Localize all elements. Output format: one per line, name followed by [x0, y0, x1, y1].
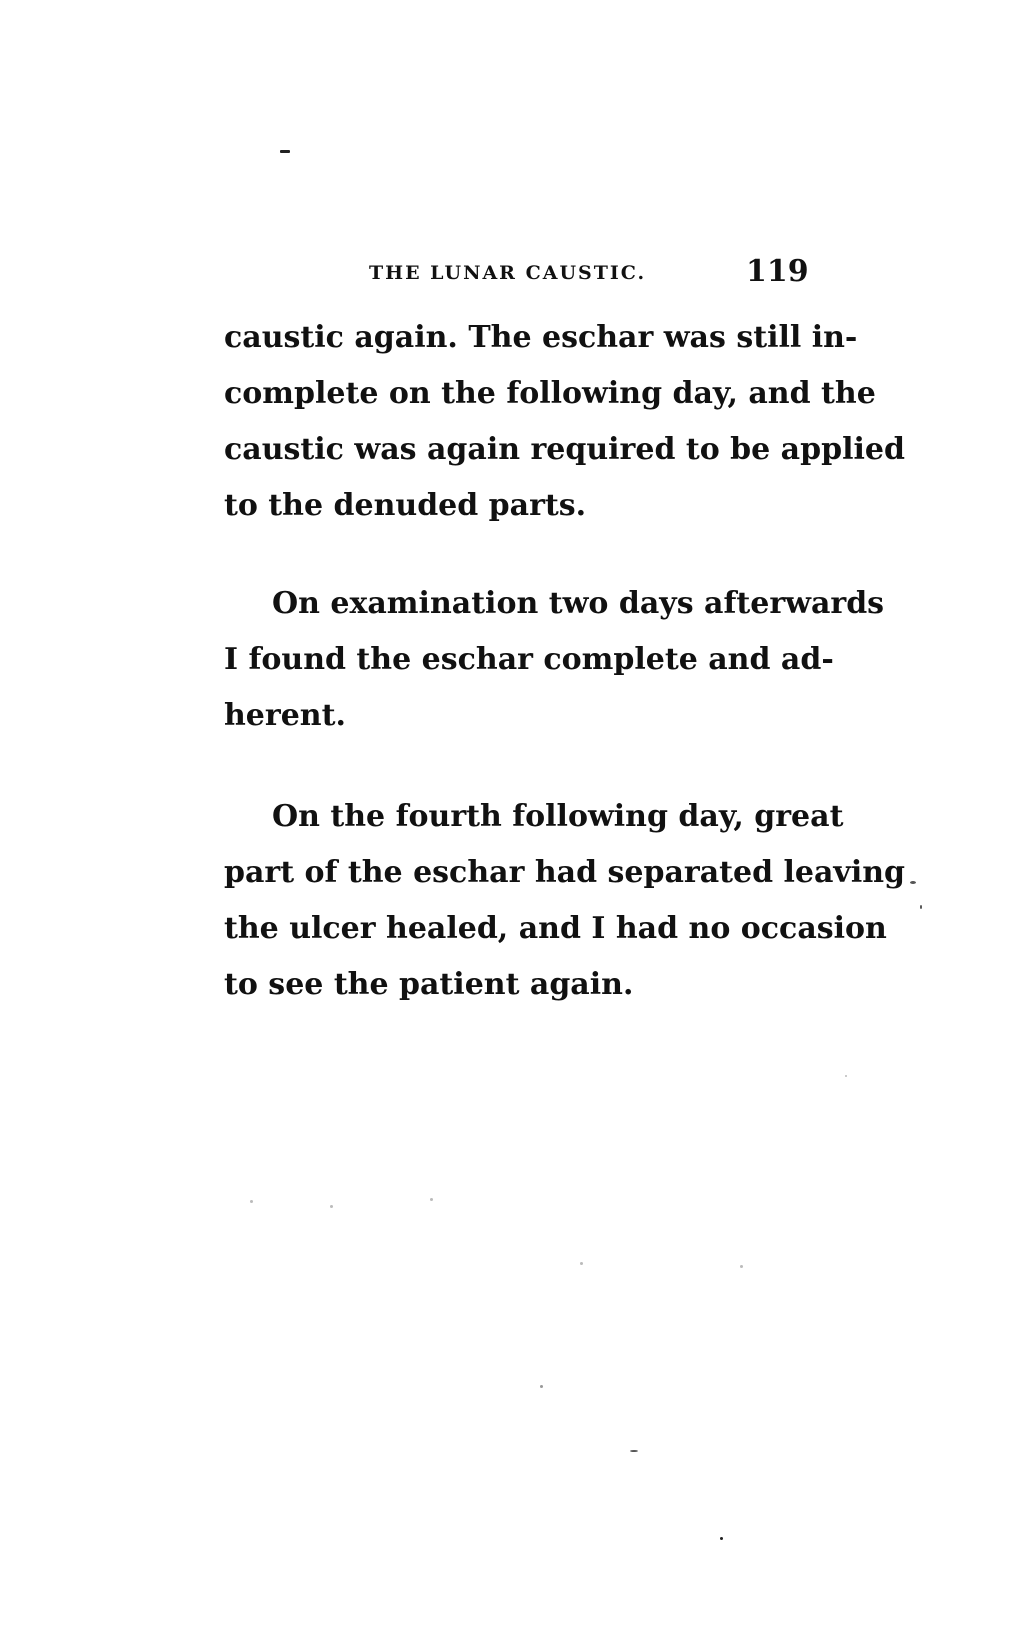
text-line: to the denuded parts.	[224, 488, 587, 523]
speck	[845, 1075, 847, 1077]
speck	[580, 1262, 583, 1265]
text-line: herent.	[224, 698, 346, 733]
text-line: to see the patient again.	[224, 967, 634, 1002]
text-line: On examination two days afterwards	[272, 586, 885, 621]
page-number: 119	[746, 254, 809, 289]
text-line: caustic again. The eschar was still in-	[224, 320, 858, 355]
text-line: caustic was again required to be applied	[224, 432, 905, 467]
text-line: On the fourth following day, great	[272, 799, 844, 834]
text-line: complete on the following day, and the	[224, 376, 876, 411]
speck	[720, 1537, 723, 1540]
paragraph-3	[224, 789, 906, 1013]
speck	[540, 1385, 543, 1388]
speck	[330, 1205, 333, 1208]
paragraph-2	[224, 576, 885, 744]
speck	[740, 1265, 743, 1268]
speck	[280, 150, 290, 153]
running-title: THE LUNAR CAUSTIC.	[369, 262, 647, 284]
text-line: I found the eschar complete and ad-	[224, 642, 834, 677]
speck	[910, 881, 916, 884]
paragraph-1	[224, 310, 905, 534]
speck	[630, 1450, 638, 1452]
speck	[920, 905, 922, 909]
speck	[250, 1200, 253, 1203]
text-line: the ulcer healed, and I had no occasion	[224, 911, 887, 946]
speck	[430, 1198, 433, 1201]
text-line: part of the eschar had separated leaving	[224, 855, 906, 890]
